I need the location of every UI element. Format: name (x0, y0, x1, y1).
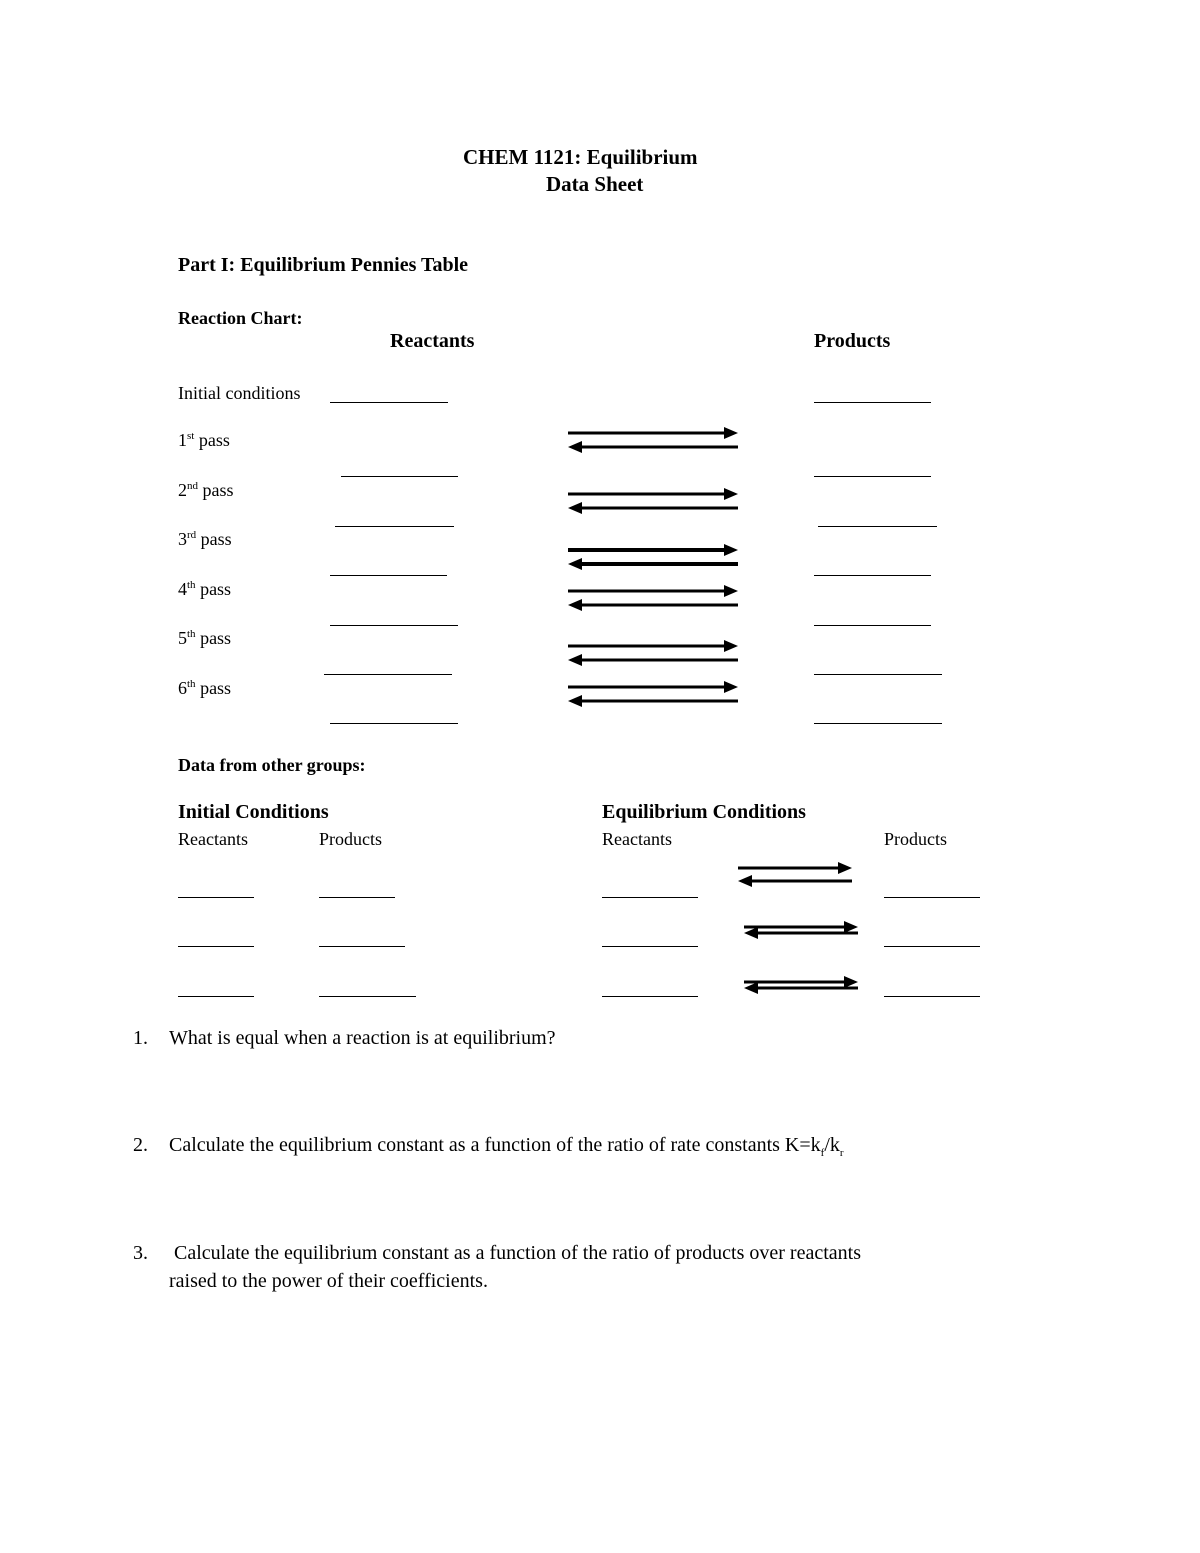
initial-products-label: Products (319, 829, 382, 849)
group-eq-reactant-blank-3[interactable] (602, 996, 698, 997)
product-blank-pass-5[interactable] (814, 674, 942, 675)
equilibrium-arrow-icon (566, 582, 740, 610)
group-eq-product-blank-3[interactable] (884, 996, 980, 997)
question-3-number: 3. (133, 1242, 148, 1264)
pass-label-6: 6th pass (178, 678, 232, 698)
pass-label-1: 1st pass (178, 430, 230, 450)
question-1-text: What is equal when a reaction is at equilibrium? (169, 1027, 556, 1049)
reactant-blank-pass-3[interactable] (330, 575, 447, 576)
pass-label-4: 4th pass (178, 579, 232, 599)
product-blank-pass-1[interactable] (814, 476, 931, 477)
question-2-text: Calculate the equilibrium constant as a function of the ratio of rate constants $K=k_f/k_r$ (169, 1134, 844, 1159)
equilibrium-conditions-heading: Equilibrium Conditions (602, 801, 806, 823)
group-eq-product-blank-1[interactable] (884, 897, 980, 898)
reactant-blank-pass-5[interactable] (324, 674, 452, 675)
group-initial-reactant-blank-2[interactable] (178, 946, 254, 947)
question-1-number: 1. (133, 1027, 148, 1049)
pass-label-2: 2nd pass (178, 480, 234, 500)
page-subtitle: Data Sheet (546, 172, 644, 196)
other-groups-heading: Data from other groups: (178, 755, 366, 775)
reactant-blank-pass-6[interactable] (330, 723, 458, 724)
pass-label-3: 3rd pass (178, 529, 232, 549)
equilibrium-arrow-icon (566, 424, 740, 452)
equilibrium-arrow-icon (566, 637, 740, 665)
equilibrium-arrow-icon (742, 919, 860, 941)
equilibrium-arrow-icon (742, 974, 860, 996)
group-eq-product-blank-2[interactable] (884, 946, 980, 947)
question-2-number: 2. (133, 1134, 148, 1156)
reactants-column-header: Reactants (390, 330, 475, 352)
product-blank-pass-6[interactable] (814, 723, 942, 724)
products-column-header: Products (814, 330, 891, 352)
group-initial-reactant-blank-1[interactable] (178, 897, 254, 898)
product-blank-pass-3[interactable] (814, 575, 931, 576)
reactant-blank-pass-1[interactable] (341, 476, 458, 477)
group-initial-product-blank-3[interactable] (319, 996, 416, 997)
part1-heading: Part I: Equilibrium Pennies Table (178, 254, 469, 276)
equilibrium-products-label: Products (884, 829, 947, 849)
product-blank-pass-4[interactable] (814, 625, 931, 626)
question-3-text: Calculate the equilibrium constant as a function of the ratio of products over reactants (169, 1242, 861, 1264)
product-blank-initial[interactable] (814, 402, 931, 403)
reactant-blank-initial[interactable] (330, 402, 448, 403)
group-initial-product-blank-1[interactable] (319, 897, 395, 898)
question-3-text-continued: raised to the power of their coefficients. (169, 1270, 488, 1292)
group-eq-reactant-blank-2[interactable] (602, 946, 698, 947)
page-title: CHEM 1121: Equilibrium (463, 145, 698, 169)
equilibrium-reactants-label: Reactants (602, 829, 672, 849)
reactant-blank-pass-4[interactable] (330, 625, 458, 626)
reactant-blank-pass-2[interactable] (335, 526, 454, 527)
equilibrium-arrow-icon (566, 485, 740, 513)
group-eq-reactant-blank-1[interactable] (602, 897, 698, 898)
equilibrium-arrow-icon (566, 678, 740, 706)
initial-reactants-label: Reactants (178, 829, 248, 849)
pass-label-5: 5th pass (178, 628, 232, 648)
group-initial-reactant-blank-3[interactable] (178, 996, 254, 997)
initial-conditions-heading: Initial Conditions (178, 801, 329, 823)
equilibrium-arrow-icon (736, 859, 854, 887)
group-initial-product-blank-2[interactable] (319, 946, 405, 947)
initial-conditions-label: Initial conditions (178, 383, 301, 403)
product-blank-pass-2[interactable] (818, 526, 937, 527)
equilibrium-arrow-icon (566, 541, 740, 569)
reaction-chart-label: Reaction Chart: (178, 308, 303, 328)
